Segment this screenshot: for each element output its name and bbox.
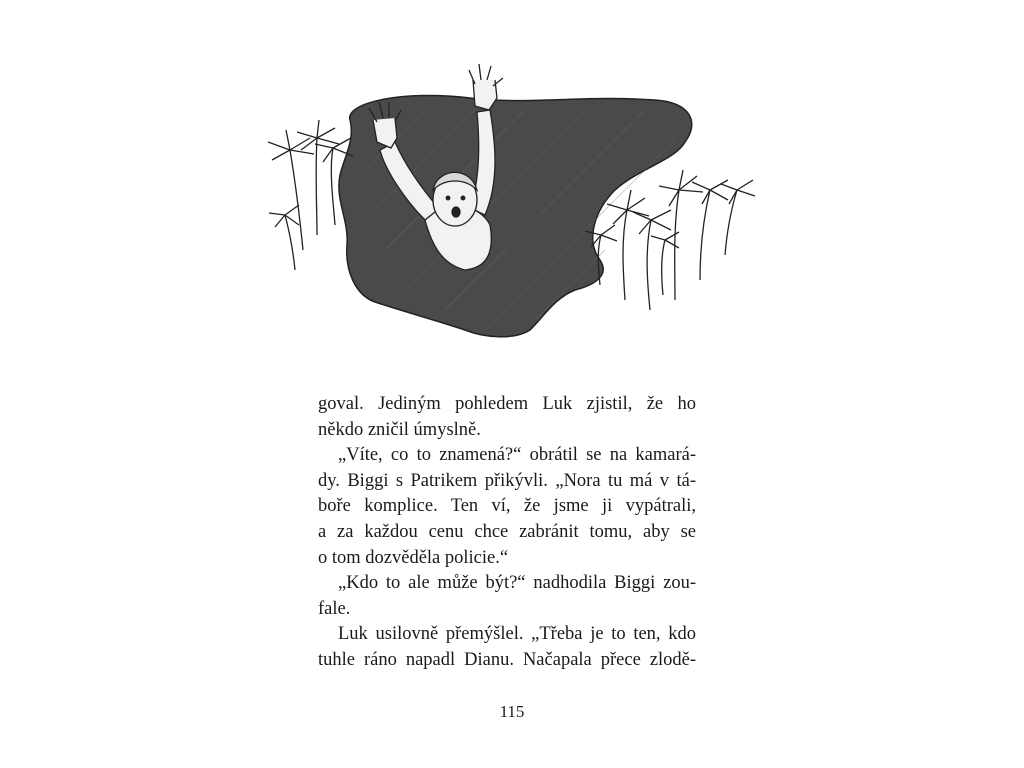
text-line-2: někdo zničil úmyslně. (318, 419, 481, 440)
page-number: 115 (499, 702, 525, 721)
text-line-1: goval. Jediným pohledem Luk zjistil, že ho (318, 394, 696, 414)
text-line-3: „Víte, co to znamená?“ obrátil se na kamará- (338, 445, 696, 466)
text-line-9: fale. (318, 598, 351, 619)
text-line-6: a za každou cenu chce zabránit tomu, aby se (318, 521, 696, 542)
text-line-11: tuhle ráno napadl Dianu. Načapala přece zlodě- (318, 649, 696, 670)
text-line-5: boře komplice. Ten ví, že jsme ji vypátrali, (318, 496, 696, 517)
text-line-4: dy. Biggi s Patrikem přikývli. „Nora tu má v tá- (318, 470, 696, 491)
illustration-woman-in-swamp (255, 50, 775, 350)
body-text (318, 392, 696, 674)
text-line-8: „Kdo to ale může být?“ nadhodila Biggi zou- (338, 573, 696, 594)
text-line-7: o tom dozvěděla policie.“ (318, 547, 509, 568)
text-line-10: Luk usilovně přemýšlel. „Třeba je to ten, kdo (338, 624, 696, 645)
